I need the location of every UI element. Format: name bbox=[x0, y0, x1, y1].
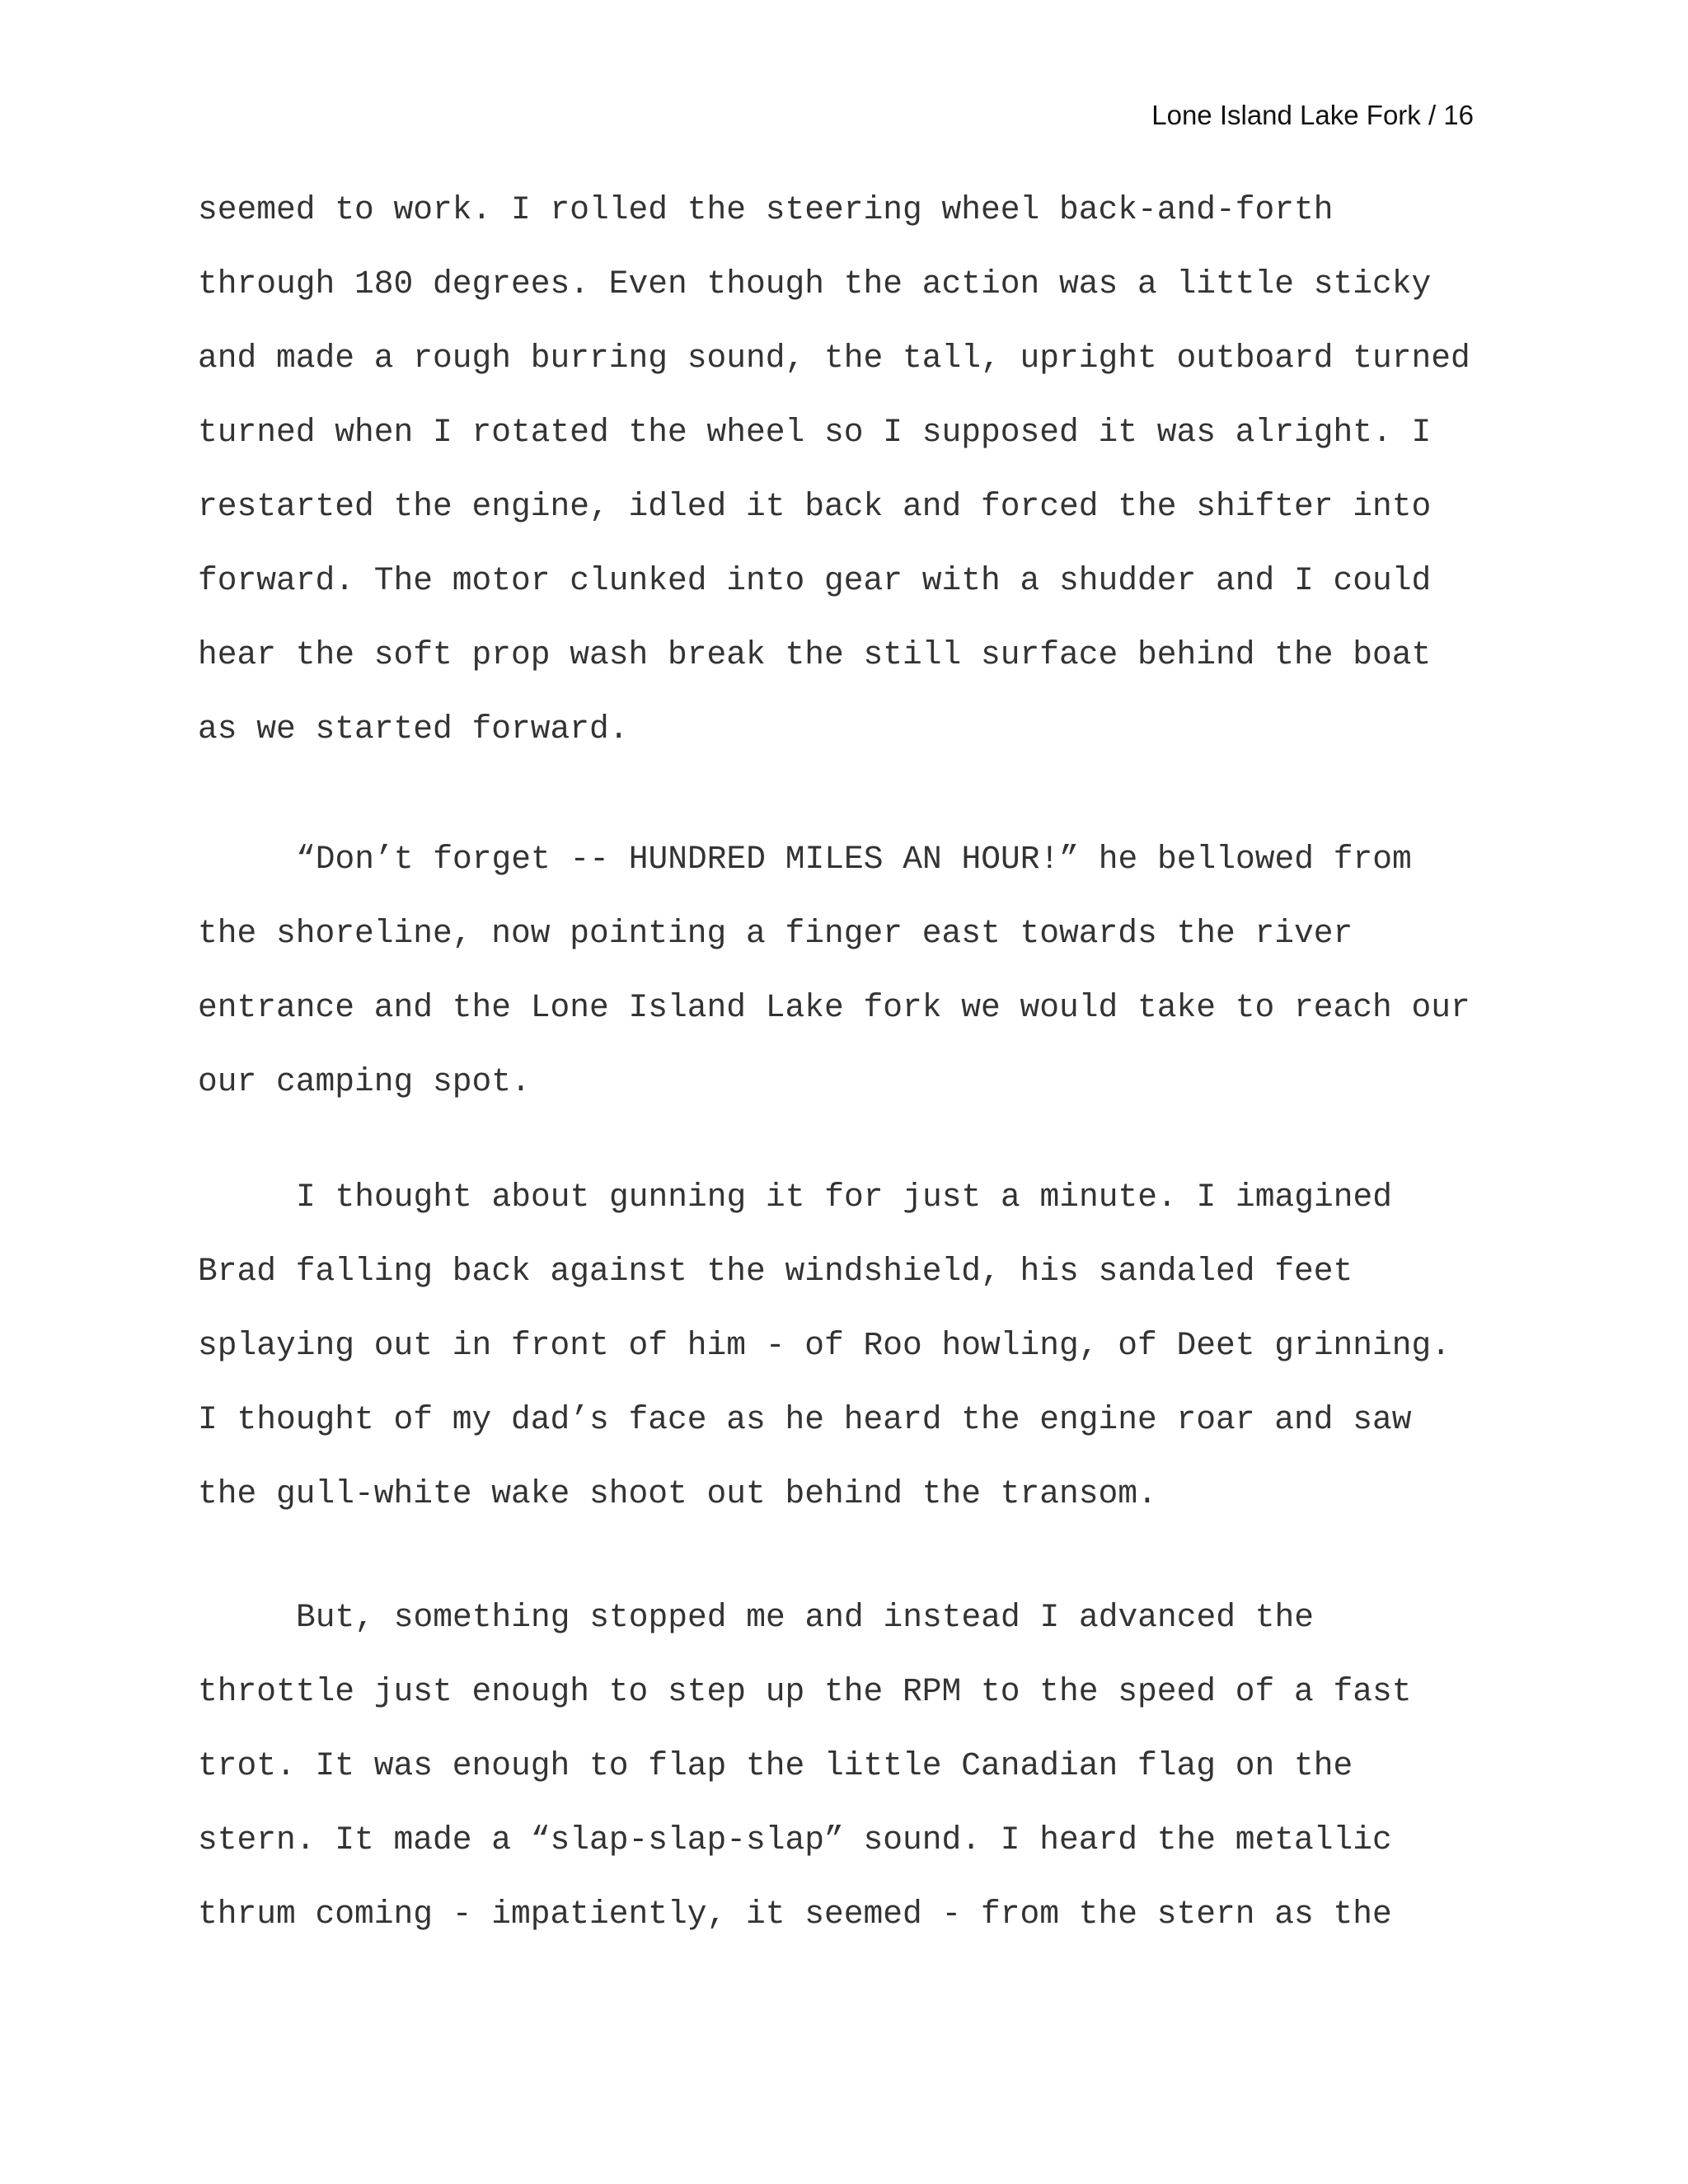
text-line: turned when I rotated the wheel so I supposed it was alright. I bbox=[198, 414, 1432, 451]
text-line: “Don’t forget -- HUNDRED MILES AN HOUR!” he bellowed from bbox=[296, 841, 1412, 878]
paragraph-2 bbox=[198, 832, 1517, 1129]
text-line: stern. It made a “slap-slap-slap” sound. I heard the metallic bbox=[198, 1821, 1392, 1858]
text-line: as we started forward. bbox=[198, 710, 629, 748]
text-line: But, something stopped me and instead I advanced the bbox=[296, 1599, 1315, 1636]
text-line: seemed to work. I rolled the steering wheel back-and-forth bbox=[198, 191, 1334, 228]
paragraph-spacer bbox=[198, 1541, 1517, 1591]
text-line: restarted the engine, idled it back and forced the shifter into bbox=[198, 488, 1432, 525]
text-line: through 180 degrees. Even though the action was a little sticky bbox=[198, 265, 1432, 302]
manuscript-body bbox=[198, 183, 1517, 1961]
text-line: our camping spot. bbox=[198, 1063, 531, 1100]
text-line: the shoreline, now pointing a finger east towards the river bbox=[198, 915, 1353, 952]
paragraph-spacer bbox=[198, 776, 1517, 832]
paragraph-3 bbox=[198, 1170, 1517, 1541]
paragraph-1 bbox=[198, 183, 1517, 776]
text-line: and made a rough burring sound, the tall, upright outboard turned bbox=[198, 340, 1470, 377]
text-line: the gull-white wake shoot out behind the transom. bbox=[198, 1475, 1157, 1512]
text-line: forward. The motor clunked into gear with a shudder and I could bbox=[198, 562, 1432, 599]
text-line: I thought about gunning it for just a minute. I imagined bbox=[296, 1179, 1393, 1216]
paragraph-spacer bbox=[198, 1129, 1517, 1170]
text-line: splaying out in front of him - of Roo howling, of Deet grinning. bbox=[198, 1327, 1451, 1364]
running-header: Lone Island Lake Fork / 16 bbox=[1151, 100, 1474, 130]
text-line: I thought of my dad’s face as he heard the engine roar and saw bbox=[198, 1401, 1412, 1438]
text-line: entrance and the Lone Island Lake fork we would take to reach our bbox=[198, 989, 1470, 1026]
text-line: trot. It was enough to flap the little Canadian flag on the bbox=[198, 1747, 1353, 1784]
text-line: hear the soft prop wash break the still surface behind the boat bbox=[198, 636, 1432, 673]
text-line: Brad falling back against the windshield, his sandaled feet bbox=[198, 1253, 1353, 1290]
paragraph-4 bbox=[198, 1591, 1517, 1961]
text-line: throttle just enough to step up the RPM to the speed of a fast bbox=[198, 1673, 1412, 1710]
text-line: thrum coming - impatiently, it seemed - from the stern as the bbox=[198, 1896, 1392, 1933]
